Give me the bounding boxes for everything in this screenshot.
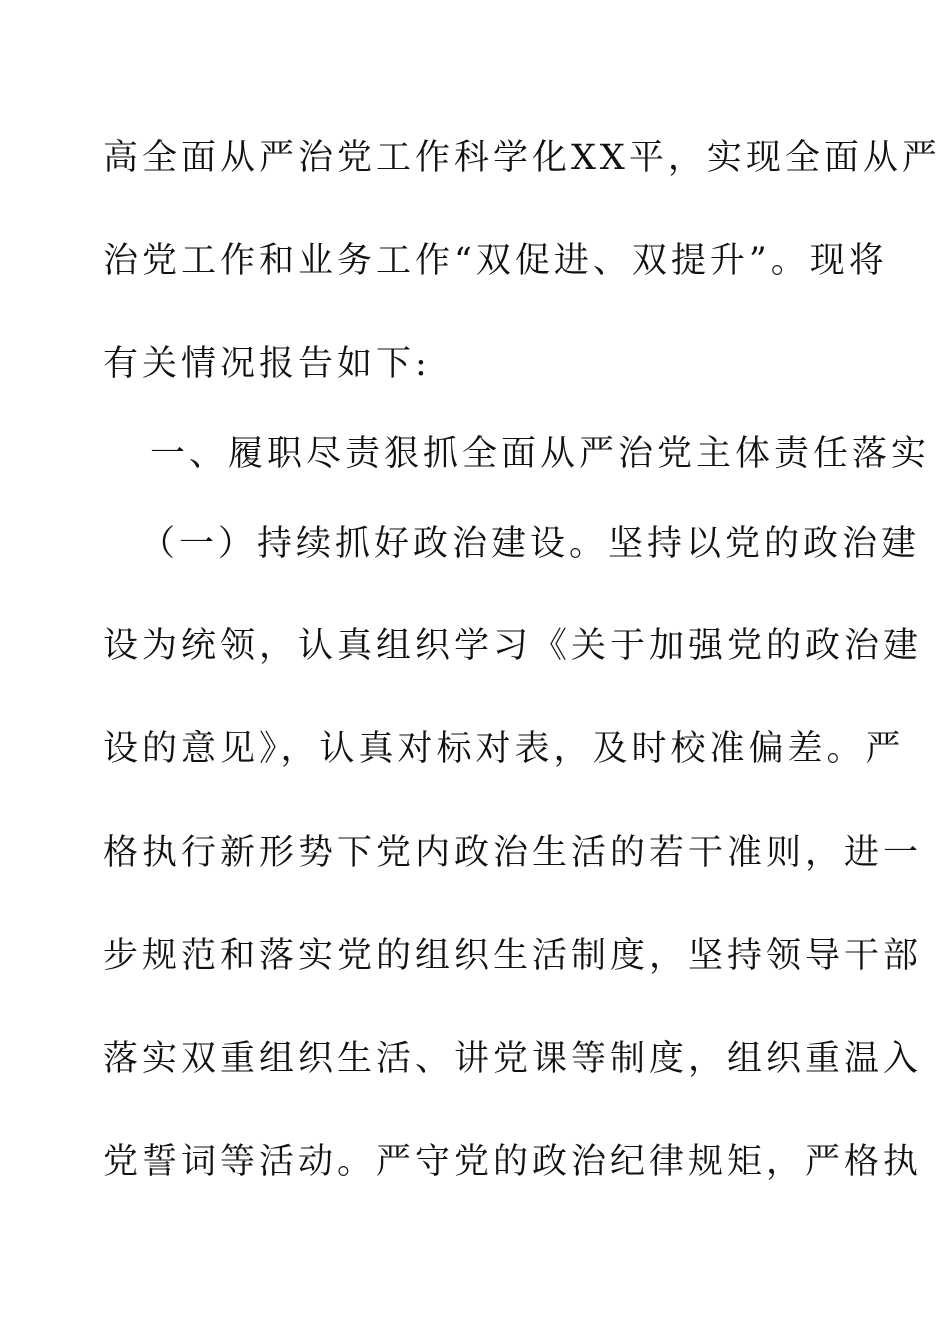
body-line-6: 设为统领，认真组织学习《关于加强党的政治建 — [103, 626, 923, 666]
body-line-10: 落实双重组织生活、讲党课等制度，组织重温入 — [103, 1039, 923, 1079]
body-line-9: 步规范和落实党的组织生活制度，坚持领导干部 — [103, 936, 923, 976]
body-line-8: 格执行新形势下党内政治生活的若干准则，进一 — [103, 833, 923, 873]
body-line-11: 党誓词等活动。严守党的政治纪律规矩，严格执 — [103, 1142, 923, 1182]
body-line-3: 有关情况报告如下: — [103, 344, 431, 384]
section-heading: 一、履职尽责狠抓全面从严治党主体责任落实 — [150, 434, 931, 474]
subsection-heading: （一）持续抓好政治建设。坚持以党的政治建 — [140, 524, 921, 564]
body-line-2: 治党工作和业务工作“双促进、双提升”。现将 — [103, 241, 888, 281]
body-line-1: 高全面从严治党工作科学化XX平，实现全面从严 — [103, 138, 941, 178]
body-line-7: 设的意见》，认真对标对表，及时校准偏差。严 — [103, 729, 905, 769]
